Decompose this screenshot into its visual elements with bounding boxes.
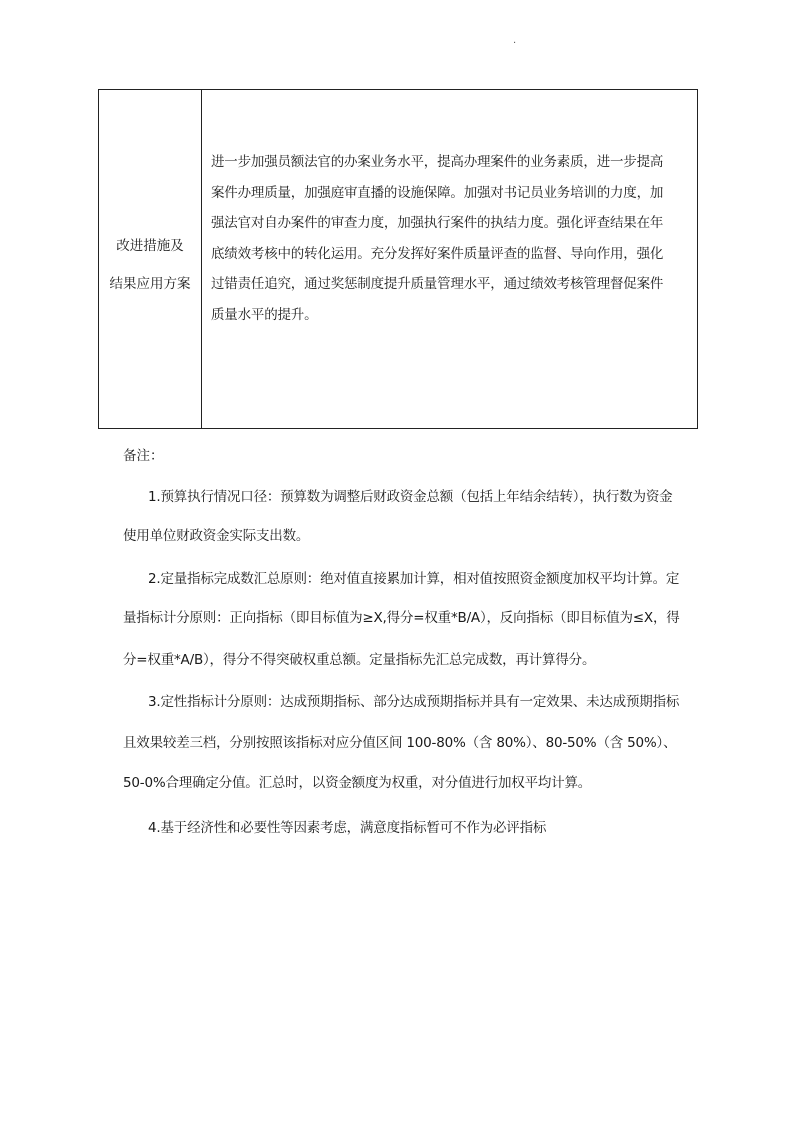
content-line: 过错责任追究，通过奖惩制度提升质量管理水平，通过绩效考核管理督促案件 (211, 276, 664, 292)
table-label-cell (99, 90, 202, 428)
table-content-cell (202, 90, 697, 428)
content-line: 质量水平的提升。 (211, 306, 318, 323)
note-line: 4.基于经济性和必要性等因素考虑，满意度指标暂可不作为必评指标 (148, 820, 547, 836)
scan-dot: · (513, 38, 517, 49)
label-line-1: 改进措施及 (116, 238, 184, 254)
note-line: 2.定量指标完成数汇总原则：绝对值直接累加计算，相对值按照资金额度加权平均计算。定 (148, 571, 680, 587)
content-line: 案件办理质量，加强庭审直播的设施保障。加强对书记员业务培训的力度，加 (211, 184, 664, 201)
content-line: 底绩效考核中的转化运用。充分发挥好案件质量评查的监督、导向作用，强化 (211, 245, 664, 262)
note-line: 1.预算执行情况口径：预算数为调整后财政资金总额（包括上年结余结转），执行数为资金 (148, 489, 673, 505)
label-line-2: 结果应用方案 (109, 276, 191, 292)
note-line: 50-0%合理确定分值。汇总时，以资金额度为权重，对分值进行加权平均计算。 (123, 775, 592, 791)
note-line: 使用单位财政资金实际支出数。 (123, 528, 310, 544)
content-line: 进一步加强员额法官的办案业务水平，提高办理案件的业务素质，进一步提高 (211, 154, 664, 170)
note-line: 分=权重*A/B），得分不得突破权重总额。定量指标先汇总完成数，再计算得分。 (123, 652, 596, 668)
note-line: 3.定性指标计分原则：达成预期指标、部分达成预期指标并具有一定效果、未达成预期指标 (148, 694, 680, 710)
content-line: 强法官对自办案件的审查力度，加强执行案件的执结力度。强化评查结果在年 (211, 215, 664, 231)
measures-table (98, 89, 698, 429)
note-line: 量指标计分原则：正向指标（即目标值为≥X,得分=权重*B/A），反向指标（即目标值为≤X，得 (123, 610, 680, 626)
note-line: 且效果较差三档，分别按照该指标对应分值区间 100-80%（含 80%）、80-50%（含 50%）、 (123, 735, 677, 751)
notes-title: 备注： (123, 448, 164, 464)
